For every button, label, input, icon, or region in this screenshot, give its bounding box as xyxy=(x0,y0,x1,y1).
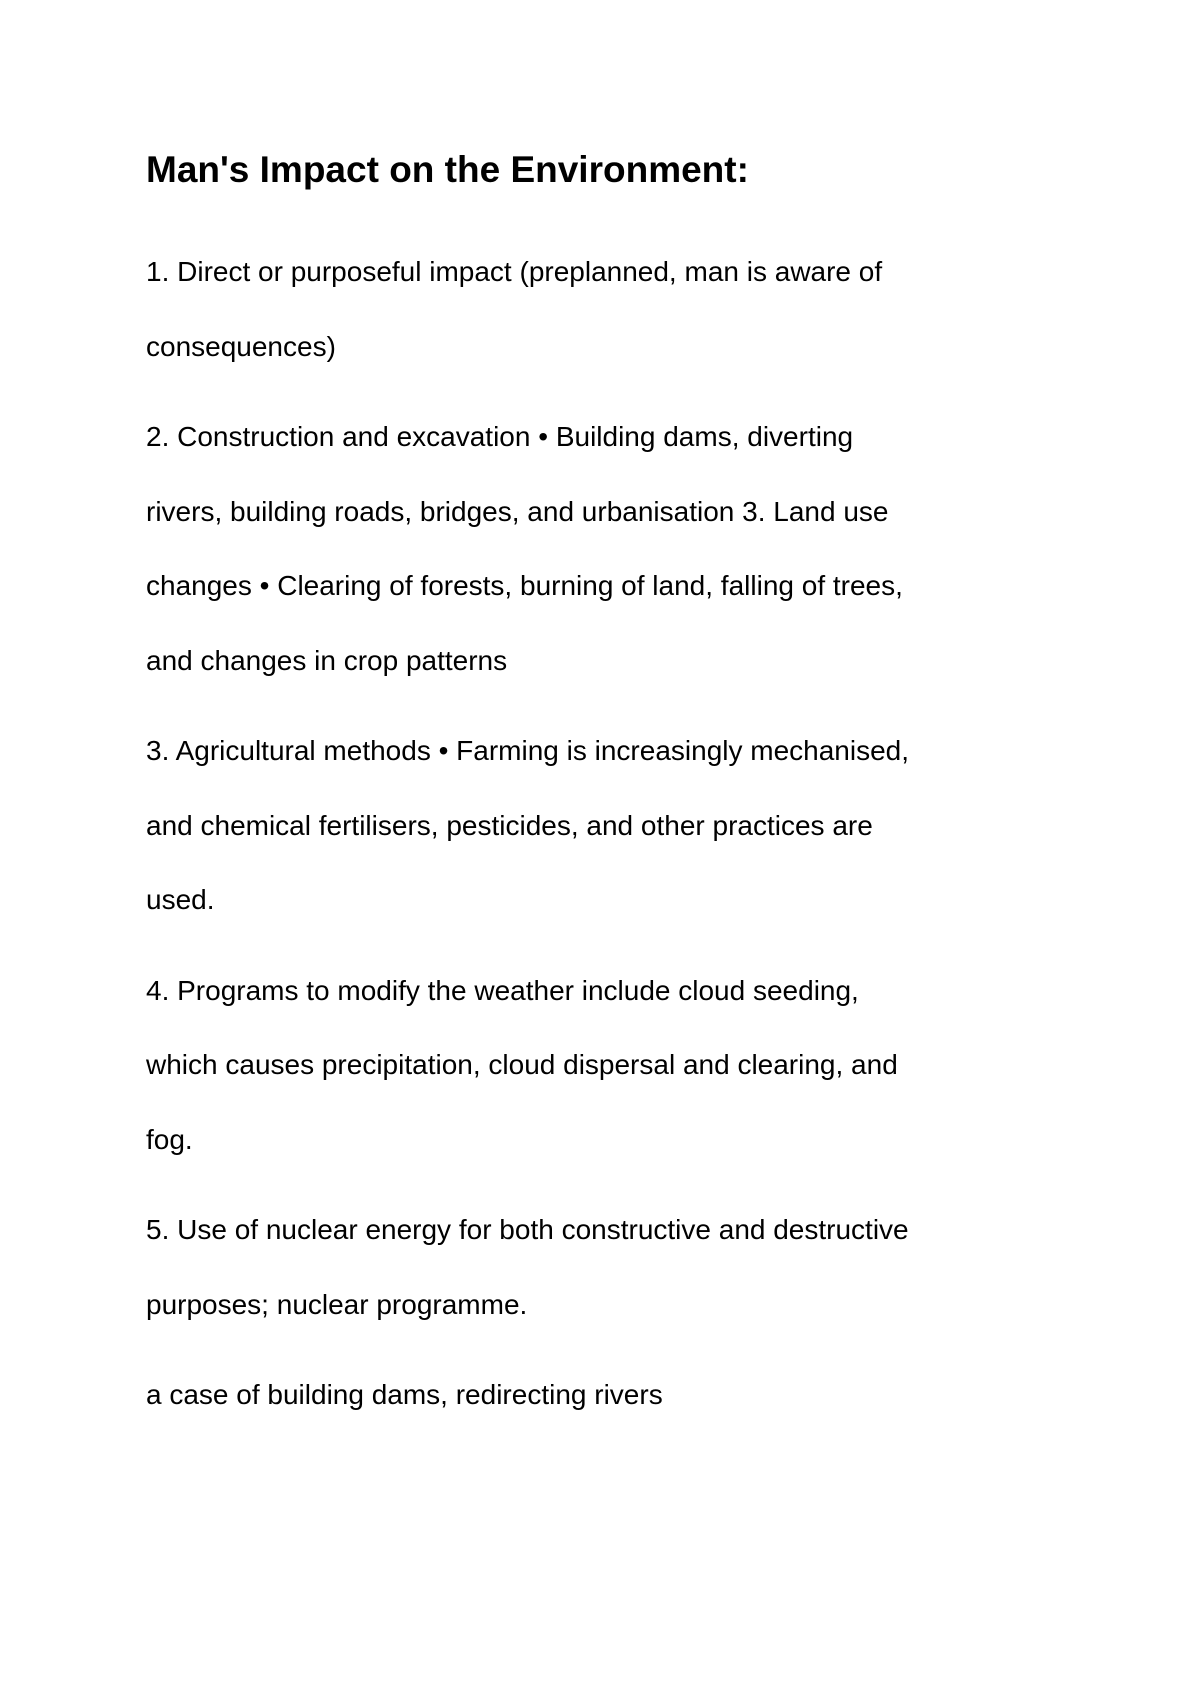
paragraph-nuclear-energy: 5. Use of nuclear energy for both constructive and destructive purposes; nuclear programme. xyxy=(146,1214,909,1320)
paragraph-case-dams: a case of building dams, redirecting rivers xyxy=(146,1379,663,1410)
document-body xyxy=(146,140,1046,1433)
paragraph-construction-excavation: 2. Construction and excavation • Building dams, diverting rivers, building roads, bridges, and urbanisation 3. Land use changes • Clearing of forests, burning of land, falling of trees, and changes in crop patterns xyxy=(146,421,903,676)
document-title: Man's Impact on the Environment: xyxy=(146,149,749,190)
paragraph-agricultural-methods: 3. Agricultural methods • Farming is increasingly mechanised, and chemical fertilisers, pesticides, and other practices are used. xyxy=(146,735,910,915)
paragraph-weather-modification: 4. Programs to modify the weather include cloud seeding, which causes precipitation, cloud dispersal and clearing, and fog. xyxy=(146,974,898,1155)
paragraph-direct-impact: 1. Direct or purposeful impact (preplanned, man is aware of consequences) xyxy=(146,256,883,362)
